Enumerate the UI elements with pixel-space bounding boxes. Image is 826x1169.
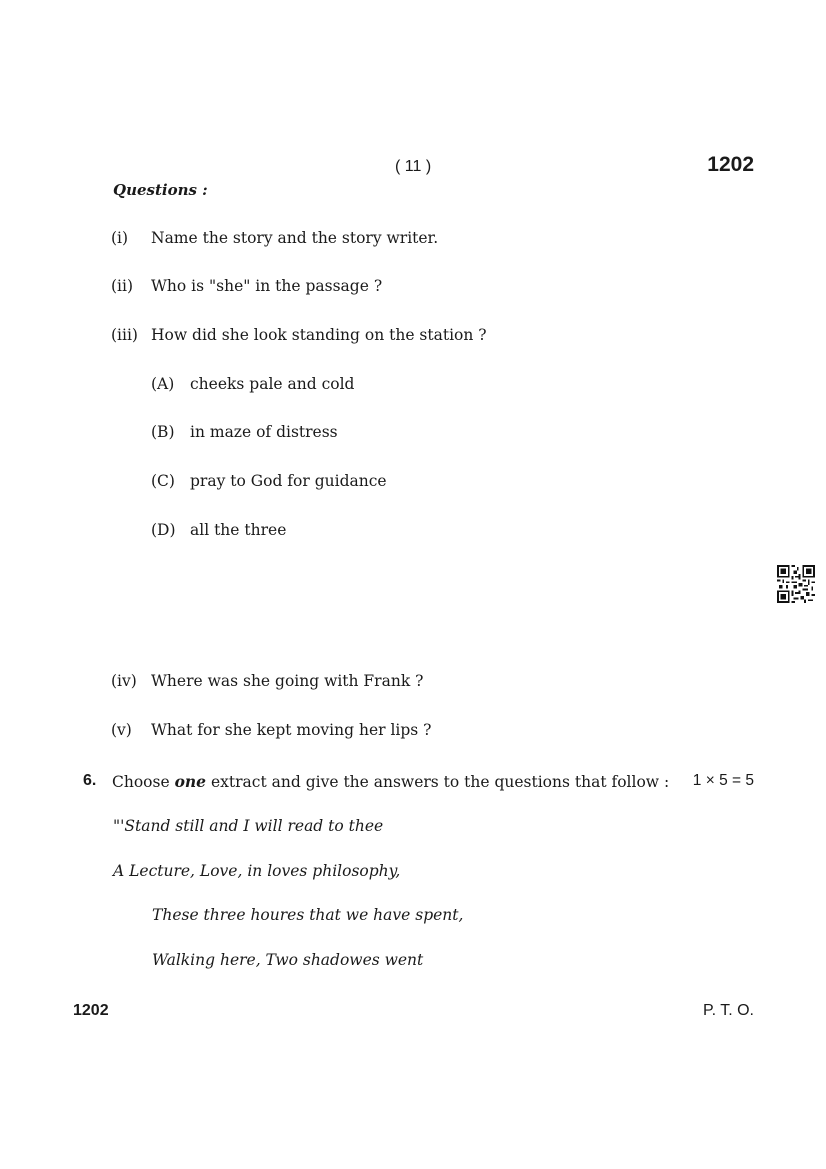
question-number: (iv) bbox=[111, 672, 137, 690]
instruction-suffix: extract and give the answers to the questions that follow : bbox=[211, 773, 670, 791]
option-text: cheeks pale and cold bbox=[190, 375, 355, 393]
option-label: (B) bbox=[151, 423, 175, 441]
page-number: ( 11 ) bbox=[395, 158, 432, 175]
question-number: (iii) bbox=[111, 326, 138, 344]
option-label: (C) bbox=[151, 472, 175, 490]
question-number: (i) bbox=[111, 229, 129, 247]
poem-line: These three houres that we have spent, bbox=[152, 906, 464, 924]
option-label: (A) bbox=[151, 375, 175, 393]
question-number: (ii) bbox=[111, 277, 134, 295]
poem-line: "'Stand still and I will read to thee bbox=[113, 817, 384, 835]
qr-code-icon bbox=[777, 565, 815, 603]
question-text: Where was she going with Frank ? bbox=[151, 672, 424, 690]
pto-label: P. T. O. bbox=[703, 1002, 754, 1019]
option-text: all the three bbox=[190, 521, 287, 539]
option-label: (D) bbox=[151, 521, 176, 539]
question-text: Name the story and the story writer. bbox=[151, 229, 439, 247]
question-6-instruction bbox=[112, 772, 669, 791]
question-text: How did she look standing on the station ? bbox=[151, 326, 487, 344]
paper-code-header: 1202 bbox=[707, 153, 754, 176]
poem-line: A Lecture, Love, in loves philosophy, bbox=[113, 862, 401, 880]
instruction-prefix: Choose bbox=[112, 773, 170, 791]
instruction-emphasis: one bbox=[174, 772, 207, 791]
question-6-marks: 1 × 5 = 5 bbox=[692, 772, 754, 789]
paper-code-footer: 1202 bbox=[73, 1002, 109, 1019]
option-text: in maze of distress bbox=[190, 423, 338, 441]
question-text: Who is "she" in the passage ? bbox=[151, 277, 383, 295]
question-6-number: 6. bbox=[83, 772, 97, 789]
option-text: pray to God for guidance bbox=[190, 472, 387, 490]
question-number: (v) bbox=[111, 721, 132, 739]
question-text: What for she kept moving her lips ? bbox=[151, 721, 432, 739]
poem-line: Walking here, Two shadowes went bbox=[152, 951, 424, 969]
questions-heading: Questions : bbox=[113, 181, 208, 199]
